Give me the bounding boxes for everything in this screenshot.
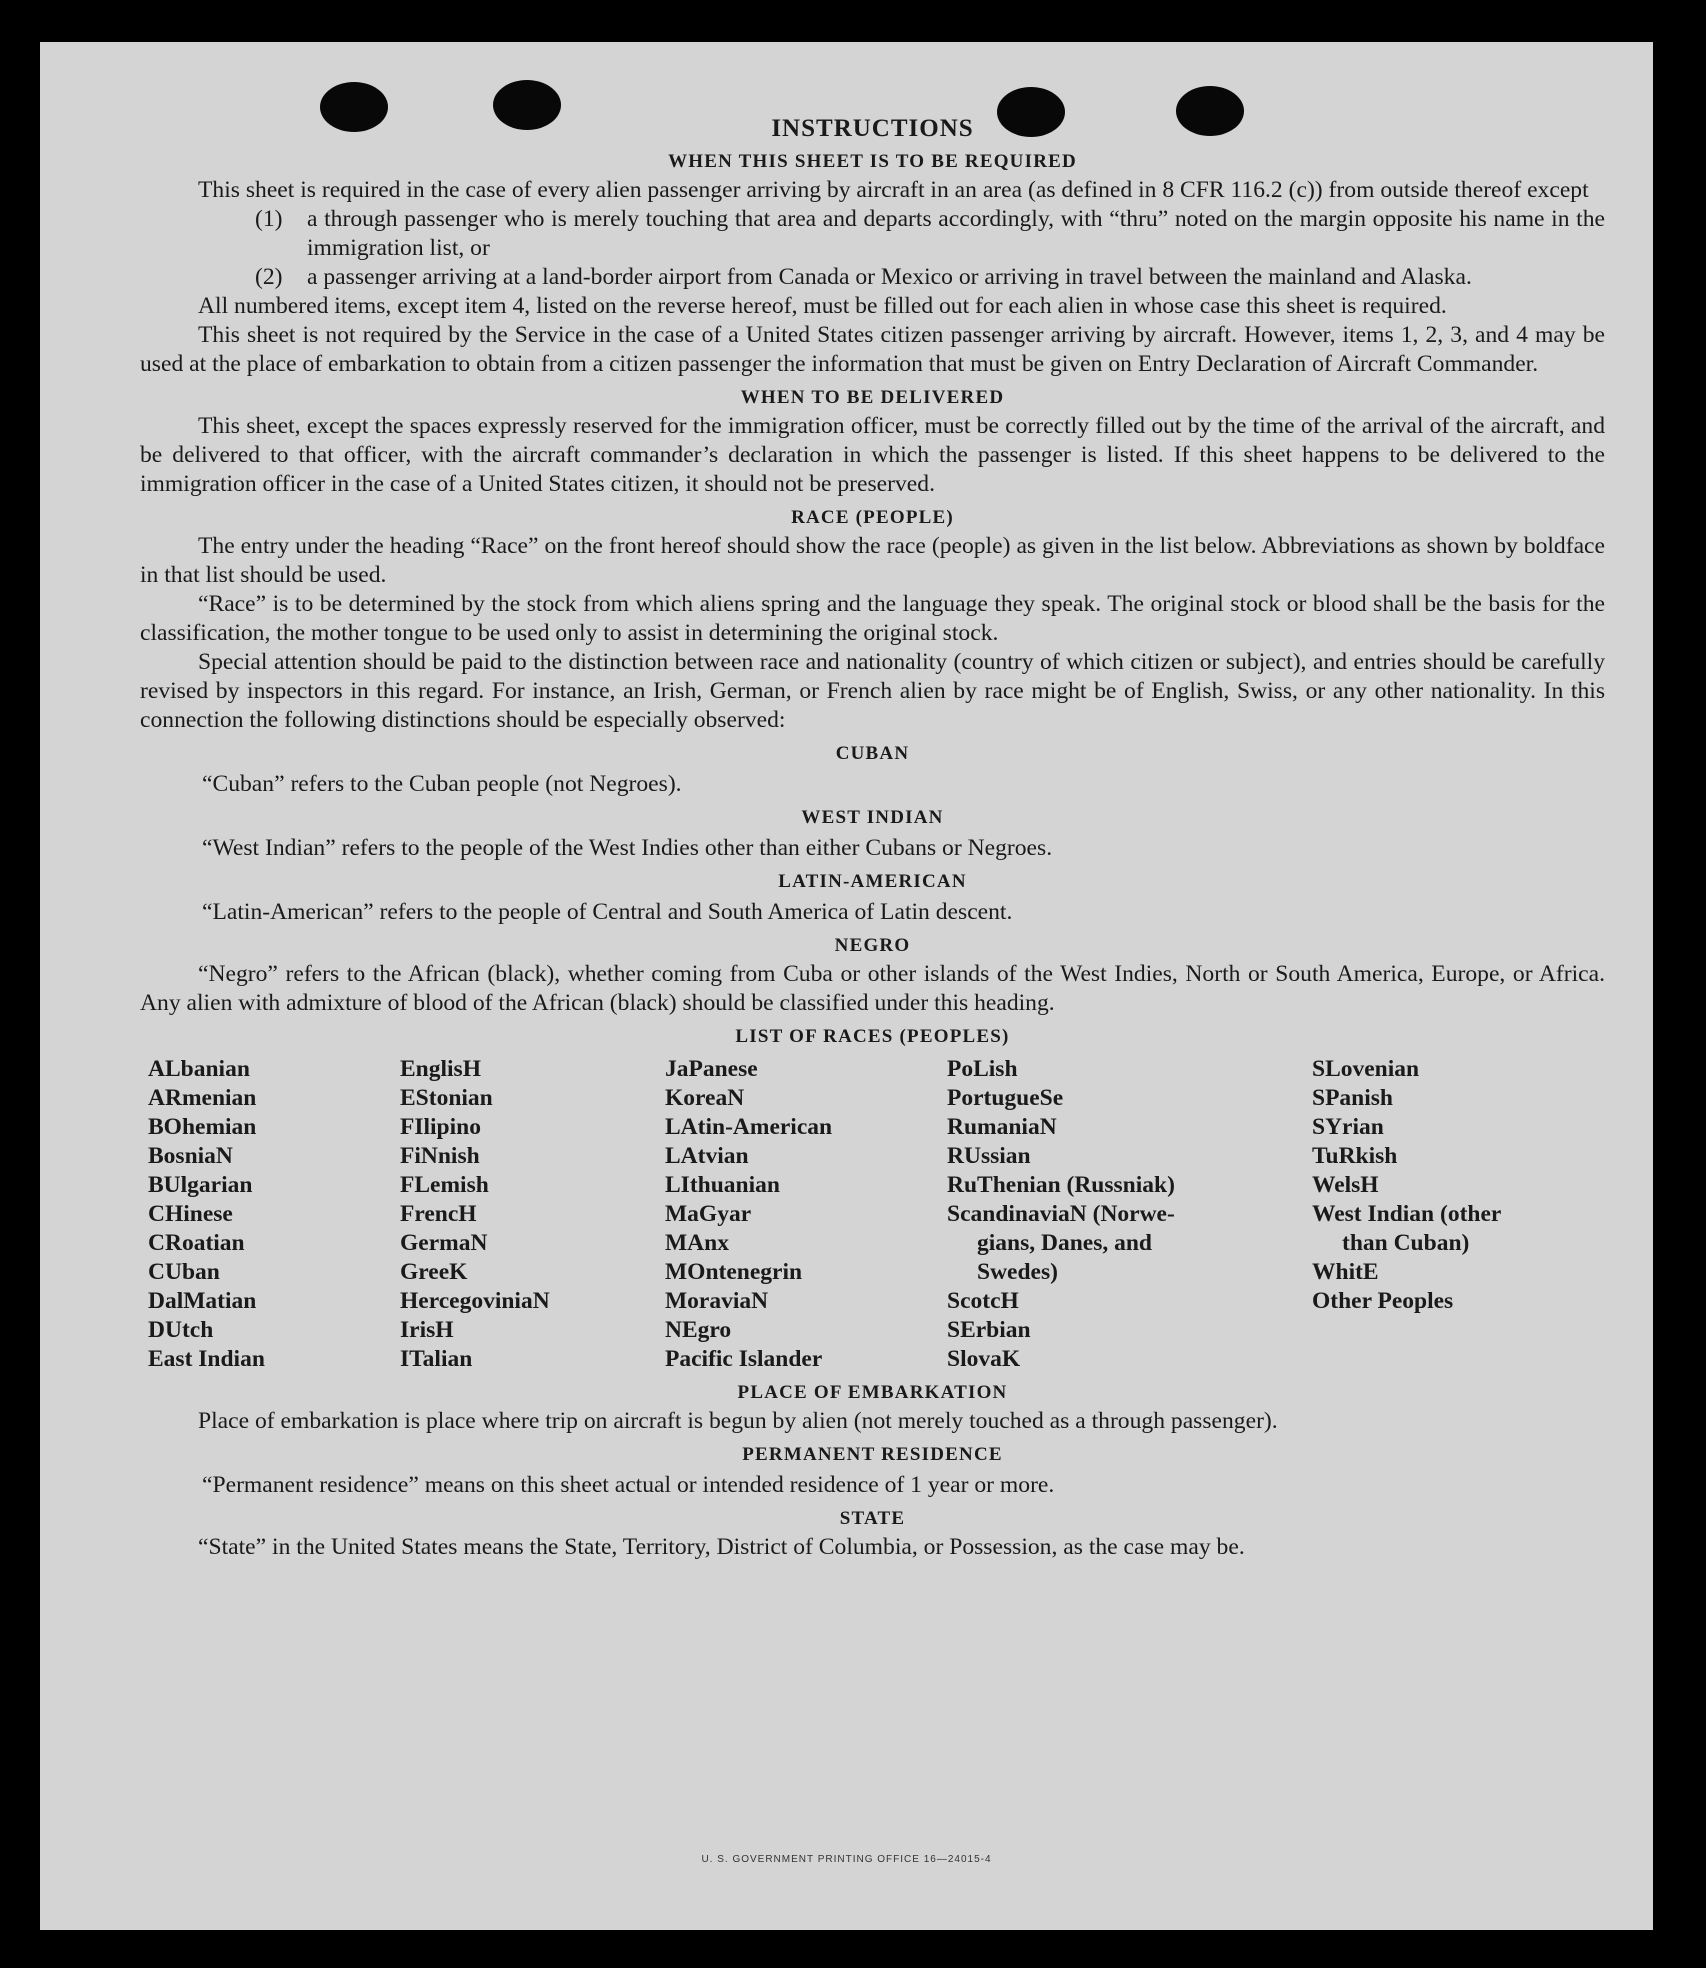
paragraph: “Latin-American” refers to the people of Central and South America of Latin descent.	[202, 899, 1013, 925]
races-column	[1312, 1055, 1602, 1374]
race-entry: EStonian	[400, 1085, 493, 1111]
race-entry: NEgro	[665, 1317, 732, 1343]
item-text: a through passenger who is merely touching that area and departs accordingly, with “thru” noted on the margin opposite his name in the immigration list, or	[307, 206, 1605, 261]
race-entry: KoreaN	[665, 1085, 745, 1111]
race-entry: ARmenian	[148, 1085, 257, 1111]
race-entry: GermaN	[400, 1230, 488, 1256]
race-entry: FrencH	[400, 1201, 477, 1227]
paragraph: This sheet is required in the case of every alien passenger arriving by aircraft in an area (as defined in 8 CFR 116.2 (c)) from outside thereof except	[198, 177, 1589, 203]
paragraph: “State” in the United States means the State, Territory, District of Columbia, or Possession, as the case may be.	[198, 1534, 1245, 1560]
race-entry: DUtch	[148, 1317, 214, 1343]
races-column	[400, 1055, 665, 1374]
race-entry: LAtin-American	[665, 1114, 833, 1140]
page-title: INSTRUCTIONS	[771, 115, 974, 142]
race-entry: MoraviaN	[665, 1288, 769, 1314]
race-entry: LIthuanian	[665, 1172, 780, 1198]
race-entry: FIlipino	[400, 1114, 481, 1140]
race-entry: MAnx	[665, 1230, 729, 1256]
race-entry: East Indian	[148, 1346, 265, 1372]
race-entry: PoLish	[947, 1056, 1018, 1082]
races-column	[140, 1055, 400, 1374]
race-entry: RumaniaN	[947, 1114, 1057, 1140]
paragraph: “Race” is to be determined by the stock from which aliens spring and the language they speak. The original stock or blood shall be the basis for the classification, the mother tongue to be used only to assist in determining the original stock.	[140, 591, 1605, 646]
race-entry: FiNnish	[400, 1143, 480, 1169]
race-entry: ScotcH	[947, 1288, 1019, 1314]
paragraph: “Cuban” refers to the Cuban people (not Negroes).	[202, 771, 682, 797]
paragraph: “West Indian” refers to the people of the West Indies other than either Cubans or Negroes.	[202, 835, 1053, 861]
race-entry: West Indian (other	[1312, 1201, 1502, 1227]
paragraph: All numbered items, except item 4, listed on the reverse hereof, must be filled out for each alien in whose case this sheet is required.	[198, 293, 1447, 319]
paragraph: Special attention should be paid to the distinction between race and nationality (country of which citizen or subject), and entries should be carefully revised by inspectors in this regard. For instance, an Irish, German, or French alien by race might be of English, Swiss, or any other nationality. In this connection the following distinctions should be especially observed:	[140, 649, 1605, 733]
paragraph: This sheet, except the spaces expressly reserved for the immigration officer, must be correctly filled out by the time of the arrival of the aircraft, and be delivered to that officer, with the aircraft commander’s declaration in which the passenger is listed. If this sheet happens to be delivered to the immigration officer in the case of a United States citizen, it should not be preserved.	[140, 413, 1605, 497]
race-entry: CHinese	[148, 1201, 233, 1227]
paragraph: “Negro” refers to the African (black), whether coming from Cuba or other islands of the West Indies, North or South America, Europe, or Africa. Any alien with admixture of blood of the African (black) should be classified under this heading.	[140, 961, 1605, 1016]
section-heading: CUBAN	[835, 743, 910, 764]
race-entry: EnglisH	[400, 1056, 481, 1082]
race-entry: WhitE	[1312, 1259, 1379, 1285]
race-entry: Swedes)	[977, 1259, 1058, 1285]
race-entry: BOhemian	[148, 1114, 257, 1140]
race-entry: JaPanese	[665, 1056, 758, 1082]
section-heading: LIST OF RACES (PEOPLES)	[735, 1026, 1010, 1047]
section-heading: STATE	[839, 1508, 906, 1529]
item-number: (2)	[255, 264, 283, 290]
race-entry: RuThenian (Russniak)	[947, 1172, 1175, 1198]
section-heading: WHEN THIS SHEET IS TO BE REQUIRED	[668, 151, 1077, 172]
race-entry: MOntenegrin	[665, 1259, 803, 1285]
item-number: (1)	[255, 206, 283, 232]
race-entry: FLemish	[400, 1172, 489, 1198]
race-entry: RUssian	[947, 1143, 1031, 1169]
race-entry: PortugueSe	[947, 1085, 1064, 1111]
item-text: a passenger arriving at a land-border airport from Canada or Mexico or arriving in travel between the mainland and Alaska.	[307, 264, 1472, 290]
race-entry: HercegoviniaN	[400, 1288, 550, 1314]
paragraph: This sheet is not required by the Service in the case of a United States citizen passenger arriving by aircraft. However, items 1, 2, 3, and 4 may be used at the place of embarkation to obtain from a citizen passenger the information that must be given on Entry Declaration of Aircraft Commander.	[140, 322, 1605, 377]
race-entry: TuRkish	[1312, 1143, 1398, 1169]
instructions-body	[140, 114, 1605, 1562]
paragraph: Place of embarkation is place where trip on aircraft is begun by alien (not merely touched as a through passenger).	[198, 1408, 1278, 1434]
race-entry: SPanish	[1312, 1085, 1393, 1111]
race-entry: LAtvian	[665, 1143, 749, 1169]
race-entry: CRoatian	[148, 1230, 245, 1256]
race-entry: SlovaK	[947, 1346, 1021, 1372]
paragraph: The entry under the heading “Race” on the front hereof should show the race (people) as given in the list below. Abbreviations as shown by boldface in that list should be used.	[140, 533, 1605, 588]
section-heading: WHEN TO BE DELIVERED	[740, 387, 1005, 408]
race-entry: BUlgarian	[148, 1172, 253, 1198]
races-column	[947, 1055, 1312, 1374]
section-heading: LATIN-AMERICAN	[778, 871, 967, 892]
race-entry: Pacific Islander	[665, 1346, 823, 1372]
race-entry: BosniaN	[148, 1143, 233, 1169]
race-entry: than Cuban)	[1342, 1230, 1470, 1256]
document-sheet	[40, 42, 1653, 1930]
race-entry: ScandinaviaN (Norwe-	[947, 1201, 1175, 1227]
races-column	[665, 1055, 947, 1374]
race-entry: GreeK	[400, 1259, 468, 1285]
race-entry: SErbian	[947, 1317, 1031, 1343]
list-item	[140, 205, 1605, 263]
section-heading: NEGRO	[834, 935, 911, 956]
race-entry: CUban	[148, 1259, 220, 1285]
list-item	[140, 263, 1605, 292]
race-entry: ALbanian	[148, 1056, 250, 1082]
printing-office-footer: U. S. GOVERNMENT PRINTING OFFICE 16—24015-4	[701, 1854, 992, 1865]
race-entry: gians, Danes, and	[977, 1230, 1152, 1256]
race-entry: SLovenian	[1312, 1056, 1420, 1082]
paragraph: “Permanent residence” means on this sheet actual or intended residence of 1 year or more.	[202, 1472, 1055, 1498]
race-entry: SYrian	[1312, 1114, 1384, 1140]
race-entry: Other Peoples	[1312, 1288, 1454, 1314]
section-heading: WEST INDIAN	[801, 807, 944, 828]
race-entry: WelsH	[1312, 1172, 1379, 1198]
race-entry: IrisH	[400, 1317, 454, 1343]
section-heading: PLACE OF EMBARKATION	[737, 1382, 1008, 1403]
races-list	[140, 1055, 1605, 1374]
section-heading: PERMANENT RESIDENCE	[742, 1444, 1003, 1465]
race-entry: DalMatian	[148, 1288, 257, 1314]
section-heading: RACE (PEOPLE)	[791, 507, 954, 528]
race-entry: MaGyar	[665, 1201, 752, 1227]
race-entry: ITalian	[400, 1346, 473, 1372]
